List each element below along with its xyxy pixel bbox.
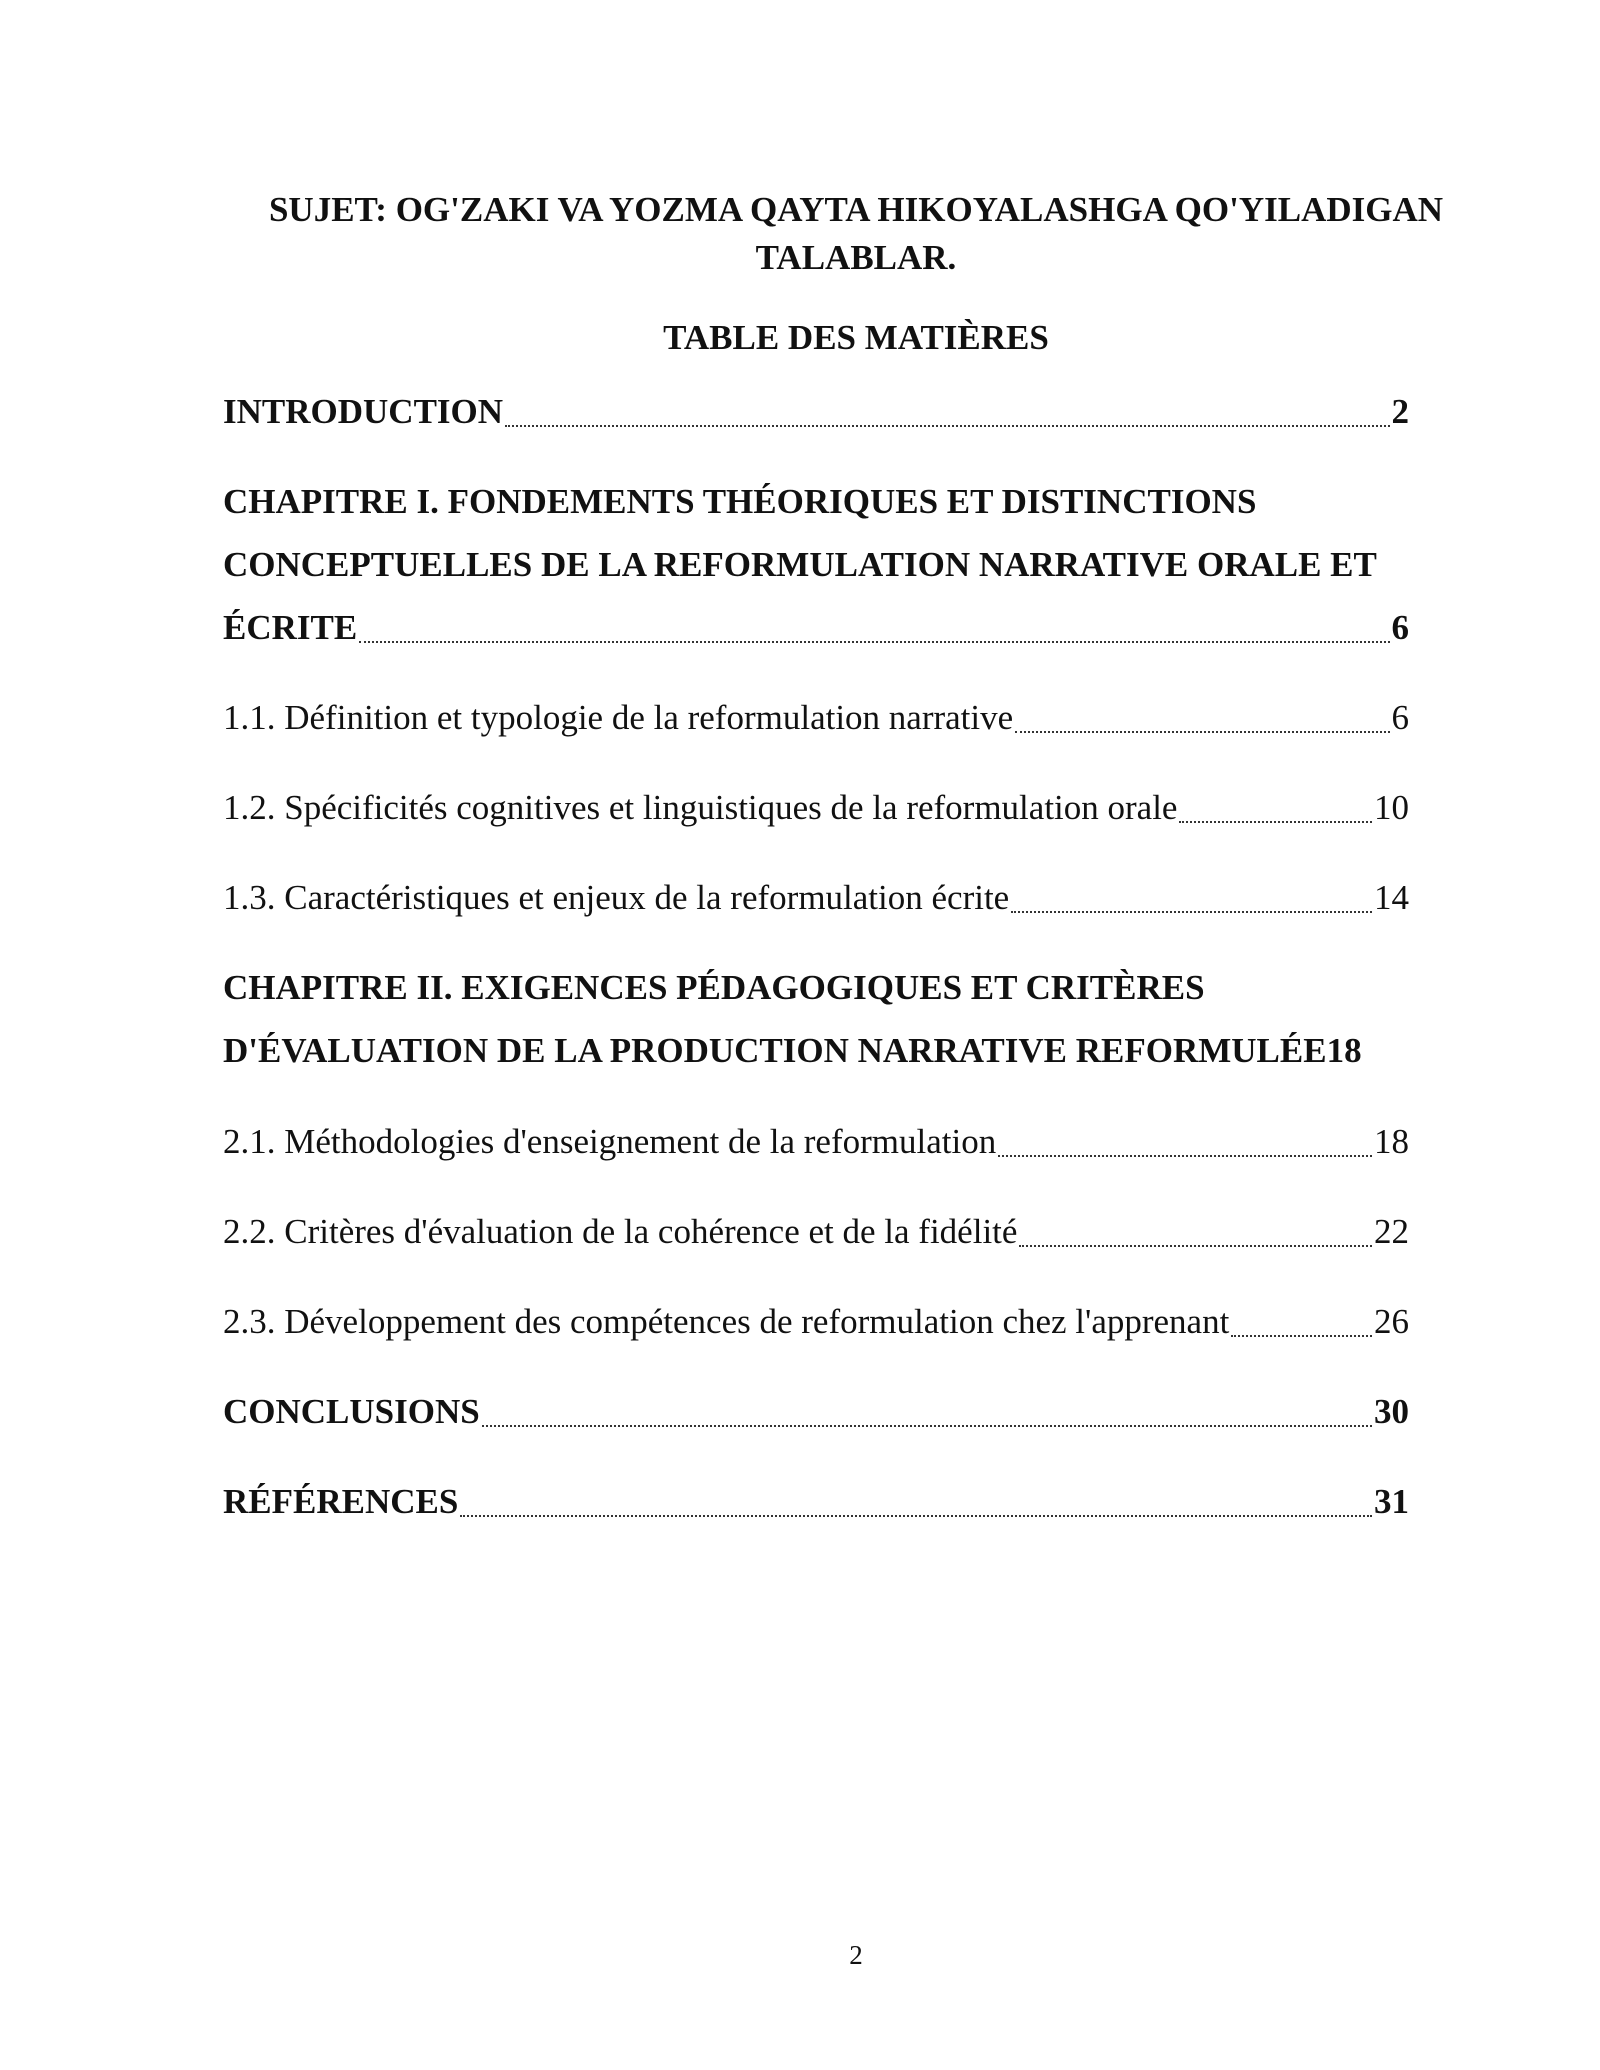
toc-entry-page: 10 [1374,788,1409,827]
toc-entry-section-1-2[interactable] [223,776,1409,839]
toc-entry-chapter-2[interactable] [223,956,1409,1082]
toc-entry-page: 2 [1391,392,1409,431]
dot-leader [1011,911,1372,913]
dot-leader [1015,731,1389,733]
toc-entry-page: 26 [1374,1302,1409,1341]
toc-entry-label: INTRODUCTION [223,392,504,431]
dot-leader [359,641,1389,643]
toc-entry-label: 1.2. Spécificités cognitives et linguistiques de la reformulation orale [223,788,1178,827]
toc-entry-page: 18 [1326,1031,1362,1070]
toc-entry-page: 22 [1374,1212,1409,1251]
toc-entry-section-1-1[interactable] [223,686,1409,749]
toc-entry-label-line-2: D'ÉVALUATION DE LA PRODUCTION NARRATIVE REFORMULÉE [223,1031,1327,1070]
toc-entry-section-2-1[interactable] [223,1110,1409,1173]
dot-leader [998,1155,1372,1157]
dot-leader [460,1515,1372,1517]
toc-entry-introduction[interactable] [223,380,1409,443]
dot-leader [505,425,1389,427]
toc-entry-conclusions[interactable] [223,1380,1409,1443]
toc-entry-page: 30 [1374,1392,1409,1431]
toc-entry-label: RÉFÉRENCES [223,1482,459,1521]
toc-entry-page: 6 [1391,608,1409,647]
toc-entry-page: 14 [1374,878,1409,917]
toc-entry-label-line-3: ÉCRITE [223,608,358,647]
toc-entry-label: 2.2. Critères d'évaluation de la cohérence et de la fidélité [223,1212,1018,1251]
dot-leader [482,1425,1372,1427]
toc-entry-page: 31 [1374,1482,1409,1521]
toc-entry-references[interactable] [223,1470,1409,1533]
toc-entry-section-2-3[interactable] [223,1290,1409,1353]
toc-entry-label-line-1: CHAPITRE II. EXIGENCES PÉDAGOGIQUES ET CRITÈRES [223,968,1205,1007]
subject-line-2: TALABLAR. [755,238,957,277]
toc-entry-label-line-2: CONCEPTUELLES DE LA REFORMULATION NARRATIVE ORALE ET [223,545,1377,584]
toc-entry-page: 6 [1391,698,1409,737]
page-number: 2 [849,1940,863,1970]
toc-heading: TABLE DES MATIÈRES [663,318,1049,357]
document-subject [210,186,1502,282]
dot-leader [1231,1335,1372,1337]
subject-line-1: SUJET: OG'ZAKI VA YOZMA QAYTA HIKOYALASHGA QO'YILADIGAN [268,190,1444,229]
toc-entry-label: 2.3. Développement des compétences de reformulation chez l'apprenant [223,1302,1230,1341]
toc-entry-label: 2.1. Méthodologies d'enseignement de la reformulation [223,1122,997,1161]
toc-entry-section-1-3[interactable] [223,866,1409,929]
toc-entry-label: 1.3. Caractéristiques et enjeux de la reformulation écrite [223,878,1010,917]
toc-entry-label-line-1: CHAPITRE I. FONDEMENTS THÉORIQUES ET DISTINCTIONS [223,482,1257,521]
toc-entry-page: 18 [1374,1122,1409,1161]
dot-leader [1019,1245,1372,1247]
toc-entry-label: 1.1. Définition et typologie de la reformulation narrative [223,698,1014,737]
dot-leader [1179,821,1372,823]
toc-entry-label: CONCLUSIONS [223,1392,480,1431]
toc-entry-chapter-1[interactable] [223,470,1409,659]
toc-entry-section-2-2[interactable] [223,1200,1409,1263]
